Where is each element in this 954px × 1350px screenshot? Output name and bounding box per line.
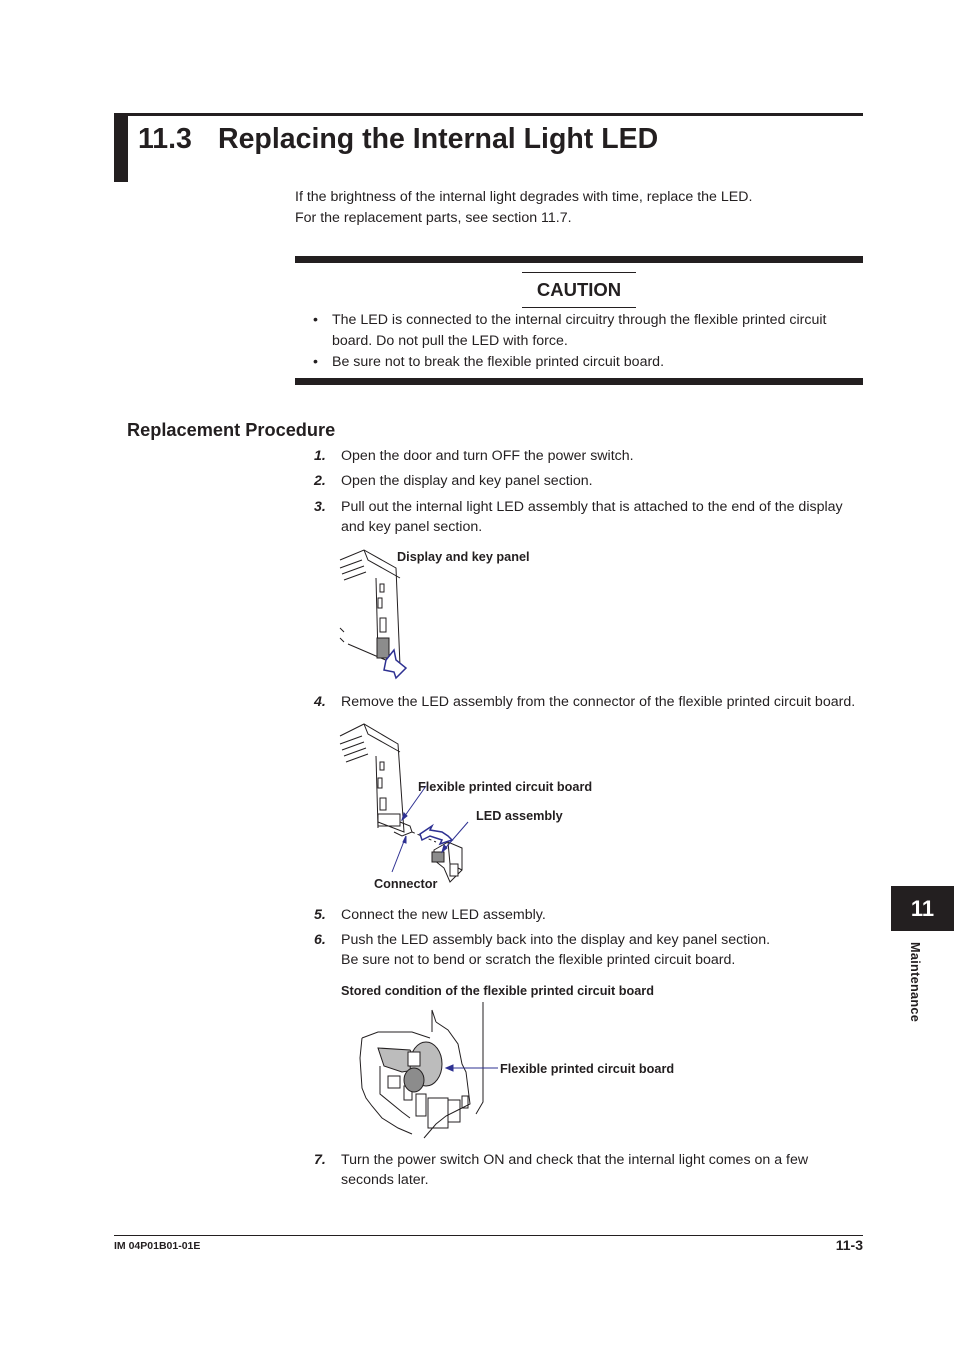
step-text: Connect the new LED assembly. — [341, 907, 546, 923]
step-text: Pull out the internal light LED assembly that is attached to the end of the display — [341, 499, 843, 515]
page-title — [138, 119, 658, 159]
footer-doc-id: IM 04P01B01-01E — [114, 1240, 201, 1252]
figure-caption: Stored condition of the flexible printed circuit board — [341, 984, 654, 998]
title-rule — [128, 113, 863, 116]
caution-line-2: board. Do not pull the LED with force. — [332, 333, 568, 349]
chapter-name-text: Maintenance — [908, 942, 922, 1023]
step-number: 2. — [314, 473, 326, 489]
step-text: seconds later. — [341, 1172, 429, 1188]
footer-rule — [114, 1235, 863, 1236]
procedure-heading: Replacement Procedure — [127, 420, 336, 440]
step-number: 1. — [314, 448, 326, 464]
step-text: Turn the power switch ON and check that the internal light comes on a few — [341, 1152, 809, 1168]
chapter-tab: 11 — [891, 886, 954, 931]
step-number: 5. — [314, 907, 326, 923]
caution-line-1: The LED is connected to the internal circuitry through the flexible printed circuit — [332, 312, 827, 328]
caution-heading: CAUTION — [522, 272, 636, 308]
footer-page-number: 11-3 — [835, 1237, 863, 1253]
step-text: Open the door and turn OFF the power switch. — [341, 448, 634, 464]
step-text: Remove the LED assembly from the connector of the flexible printed circuit board. — [341, 694, 856, 710]
step-number: 7. — [314, 1152, 326, 1168]
intro-line-1: If the brightness of the internal light degrades with time, replace the LED. — [295, 189, 753, 205]
caution-bullet: • — [313, 354, 318, 370]
led-assembly-label: LED assembly — [476, 809, 563, 823]
intro-line-2: For the replacement parts, see section 11.7. — [295, 210, 572, 226]
title-bar-marker — [114, 113, 128, 182]
caution-bullet: • — [313, 312, 318, 328]
step-number: 6. — [314, 932, 326, 948]
led-removal-figure — [338, 722, 478, 890]
step-number: 4. — [314, 694, 326, 710]
caution-bottom-rule — [295, 378, 863, 385]
figure-label: Display and key panel — [397, 550, 530, 564]
stored-fpc-figure — [358, 1002, 503, 1140]
step-text: Push the LED assembly back into the display and key panel section. — [341, 932, 771, 948]
caution-line-3: Be sure not to break the flexible printed circuit board. — [332, 354, 665, 370]
step-text: Open the display and key panel section. — [341, 473, 593, 489]
connector-label: Connector — [374, 877, 438, 891]
fpc-label: Flexible printed circuit board — [500, 1062, 675, 1076]
section-title: Replacing the Internal Light LED — [218, 123, 659, 155]
step-number: 3. — [314, 499, 326, 515]
section-number: 11.3 — [138, 123, 192, 155]
chapter-name — [892, 942, 940, 1028]
step-text: and key panel section. — [341, 519, 483, 535]
step-text: Be sure not to bend or scratch the flexible printed circuit board. — [341, 952, 736, 968]
caution-top-rule — [295, 256, 863, 263]
display-panel-figure — [338, 548, 418, 684]
fpc-label: Flexible printed circuit board — [418, 780, 593, 794]
